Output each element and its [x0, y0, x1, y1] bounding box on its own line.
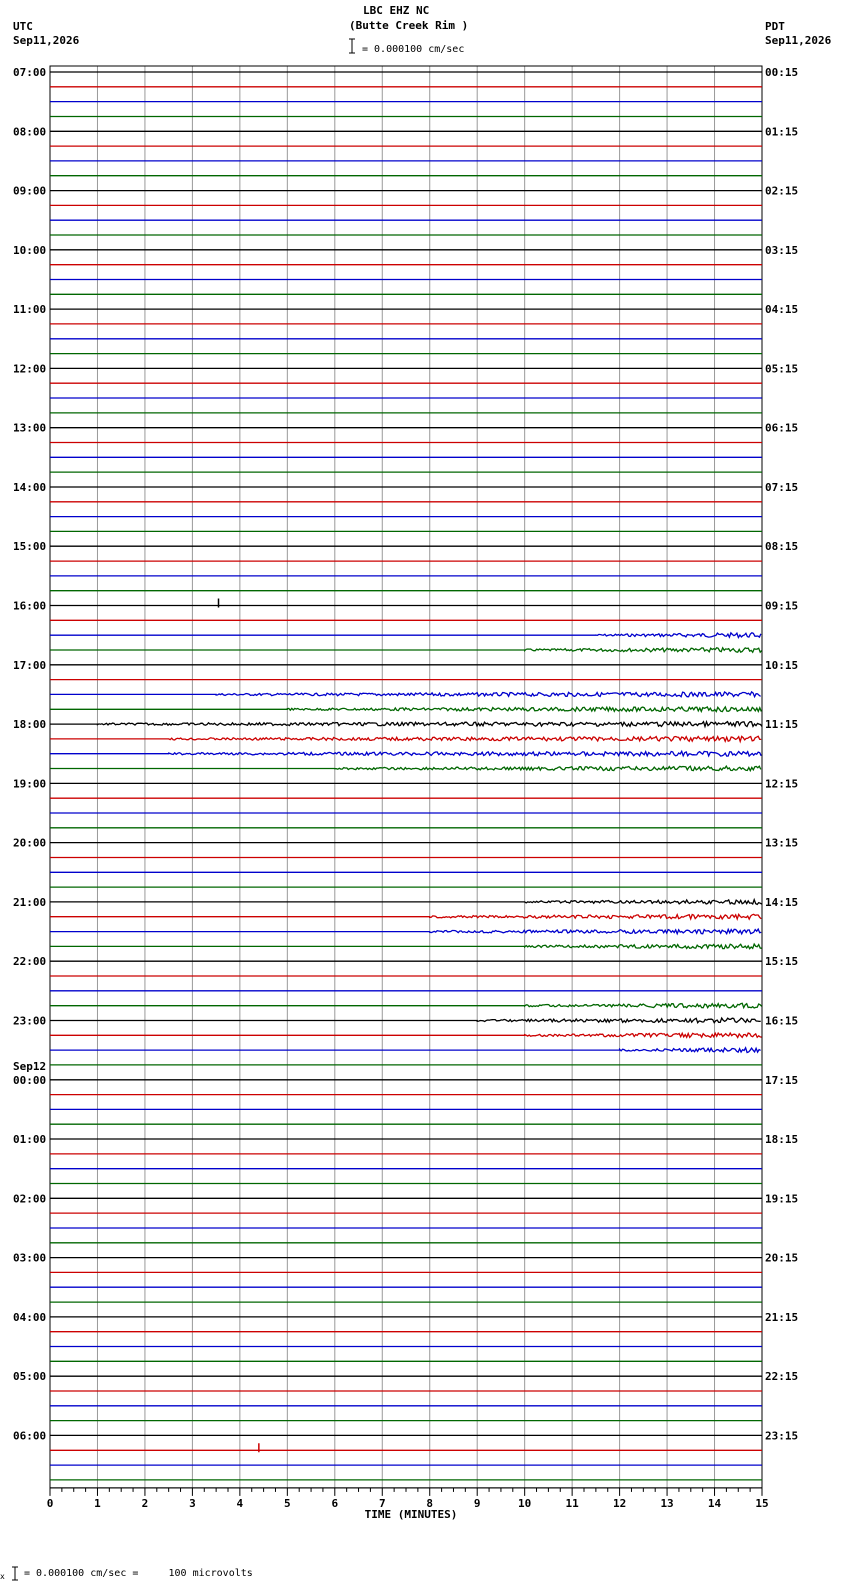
hour-label-utc: 09:00	[13, 184, 47, 198]
station-location: (Butte Creek Rim )	[349, 19, 469, 32]
date-change-label: Sep12	[13, 1059, 47, 1073]
trace-line	[50, 914, 761, 919]
trace-line	[50, 1048, 761, 1053]
hour-label-pdt: 10:15	[765, 658, 799, 672]
hour-label-utc: 15:00	[13, 540, 47, 554]
hour-label-utc: 10:00	[13, 243, 47, 257]
seismic-traces	[50, 72, 762, 1480]
hour-label-pdt: 14:15	[765, 895, 799, 909]
x-tick-label: 8	[426, 1496, 434, 1510]
hour-label-pdt: 22:15	[765, 1370, 799, 1384]
hour-label-pdt: 23:15	[765, 1429, 799, 1443]
hour-label-pdt: 21:15	[765, 1310, 799, 1324]
hour-label-utc: 23:00	[13, 1014, 47, 1028]
right-date: Sep11,2026	[765, 34, 832, 47]
hour-label-pdt: 07:15	[765, 480, 799, 494]
trace-line	[50, 736, 761, 741]
x-tick-label: 12	[612, 1496, 627, 1510]
trace-line	[50, 900, 762, 905]
x-axis	[50, 1488, 762, 1496]
x-axis-label: TIME (MINUTES)	[364, 1507, 458, 1521]
x-tick-label: 14	[707, 1496, 722, 1510]
trace-line	[50, 707, 761, 712]
hour-label-utc: 21:00	[13, 895, 47, 909]
footer-scale-text: = 0.000100 cm/sec = 100 microvolts	[24, 1568, 253, 1579]
trace-line	[50, 944, 762, 949]
footer-scale-bar-icon	[12, 1567, 18, 1580]
x-tick-label: 10	[518, 1496, 532, 1510]
hour-label-pdt: 02:15	[765, 184, 799, 198]
trace-line	[50, 722, 762, 727]
x-tick-label: 0	[46, 1496, 54, 1510]
hour-label-utc: 22:00	[13, 955, 47, 969]
left-date: Sep11,2026	[13, 34, 80, 47]
trace-line	[50, 692, 761, 697]
trace-line	[50, 1003, 762, 1008]
station-title: LBC EHZ NC	[363, 4, 430, 17]
hour-label-utc: 11:00	[13, 303, 47, 317]
hour-label-pdt: 20:15	[765, 1251, 799, 1265]
trace-line	[50, 633, 761, 638]
hour-label-utc: 13:00	[13, 421, 47, 435]
left-timezone: UTC	[13, 20, 33, 33]
hour-label-pdt: 11:15	[765, 718, 799, 732]
hour-label-utc: 02:00	[13, 1192, 47, 1206]
hour-label-pdt: 00:15	[765, 66, 799, 79]
hour-label-utc: 00:00	[13, 1073, 47, 1087]
hour-label-pdt: 15:15	[765, 955, 799, 969]
hour-label-utc: 18:00	[13, 718, 47, 732]
hour-label-utc: 14:00	[13, 480, 47, 494]
x-tick-label: 2	[141, 1496, 149, 1510]
hour-label-pdt: 09:15	[765, 599, 799, 613]
trace-line	[50, 751, 761, 756]
hour-label-pdt: 12:15	[765, 777, 799, 791]
hour-label-pdt: 16:15	[765, 1014, 799, 1028]
hour-label-utc: 12:00	[13, 362, 47, 376]
x-tick-label: 15	[755, 1496, 769, 1510]
trace-line	[50, 929, 761, 934]
hour-label-utc: 06:00	[13, 1429, 47, 1443]
trace-line	[50, 648, 762, 653]
hour-label-pdt: 08:15	[765, 540, 799, 554]
hour-label-utc: 01:00	[13, 1133, 47, 1147]
x-tick-label: 13	[660, 1496, 674, 1510]
hour-label-utc: 08:00	[13, 125, 47, 139]
hour-label-pdt: 17:15	[765, 1073, 799, 1087]
hour-label-pdt: 18:15	[765, 1133, 799, 1147]
hour-label-pdt: 19:15	[765, 1192, 799, 1206]
trace-line	[50, 766, 761, 771]
x-tick-label: 7	[378, 1496, 386, 1510]
hour-label-utc: 07:00	[13, 66, 47, 79]
hour-label-pdt: 05:15	[765, 362, 799, 376]
hour-label-utc: 05:00	[13, 1370, 47, 1384]
hour-label-pdt: 01:15	[765, 125, 799, 139]
x-tick-label: 4	[236, 1496, 244, 1510]
x-tick-label: 11	[565, 1496, 579, 1510]
x-tick-label: 1	[94, 1496, 101, 1510]
x-tick-label: 5	[284, 1496, 291, 1510]
hour-label-utc: 17:00	[13, 658, 47, 672]
trace-line	[50, 1033, 762, 1037]
hour-label-utc: 19:00	[13, 777, 47, 791]
trace-line	[50, 1018, 761, 1023]
right-timezone: PDT	[765, 20, 785, 33]
hour-label-pdt: 13:15	[765, 836, 799, 850]
footer-marker: x	[0, 1572, 5, 1581]
hour-label-utc: 16:00	[13, 599, 47, 613]
hour-label-utc: 04:00	[13, 1310, 47, 1324]
hour-label-pdt: 04:15	[765, 303, 799, 317]
scale-header-text: = 0.000100 cm/sec	[362, 44, 465, 55]
x-tick-label: 3	[189, 1496, 196, 1510]
x-tick-label: 9	[473, 1496, 481, 1510]
hour-label-utc: 03:00	[13, 1251, 47, 1265]
hour-label-pdt: 03:15	[765, 243, 799, 257]
scale-bar-icon	[349, 39, 355, 53]
x-tick-label: 6	[331, 1496, 339, 1510]
hour-label-utc: 20:00	[13, 836, 47, 850]
hour-label-pdt: 06:15	[765, 421, 799, 435]
